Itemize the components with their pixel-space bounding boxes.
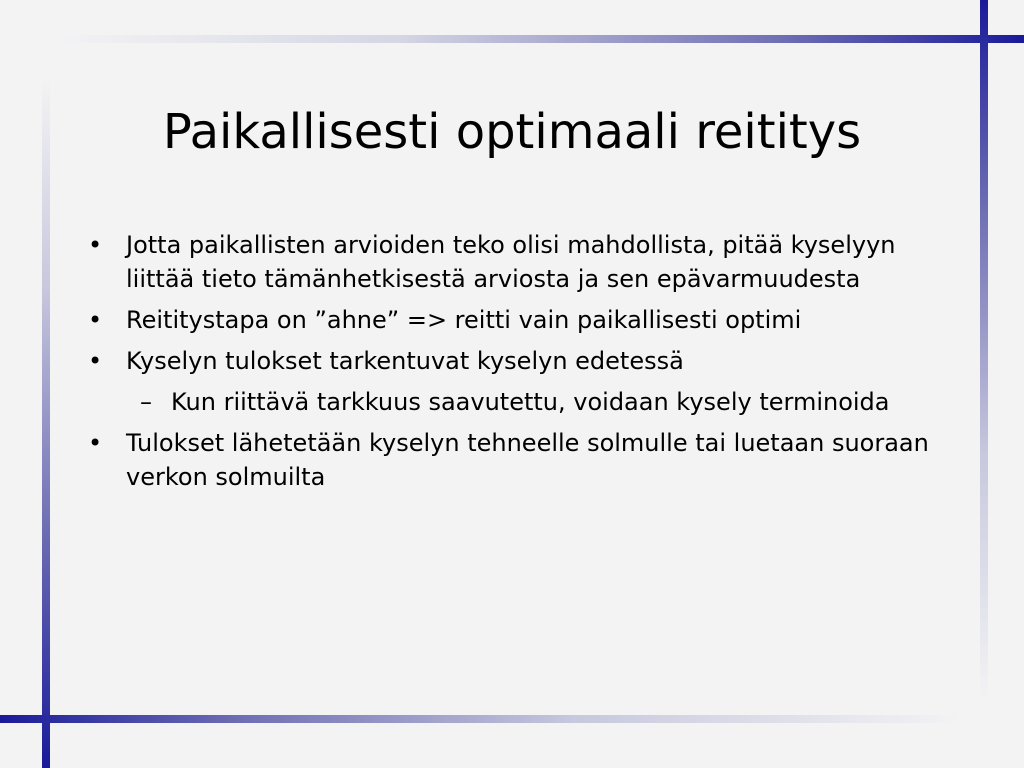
decorative-bar-left	[42, 80, 50, 768]
decorative-bar-top	[60, 35, 1024, 43]
bullet-marker: •	[88, 231, 103, 259]
bullet-marker: •	[88, 306, 103, 334]
bullet-item	[86, 303, 956, 337]
bullet-item	[86, 426, 956, 494]
slide-title: Paikallisesti optimaali reititys	[162, 104, 862, 160]
sub-bullet-text: Kun riittävä tarkkuus saavutettu, voidaan kysely terminoida	[171, 388, 890, 416]
bullet-text: Reititystapa on ”ahne” => reitti vain paikallisesti optimi	[126, 306, 802, 334]
bullet-item	[86, 228, 956, 296]
bullet-marker: •	[88, 347, 103, 375]
decorative-bar-bottom	[0, 715, 960, 723]
sub-bullet-marker: –	[140, 388, 152, 416]
bullet-text: Kyselyn tulokset tarkentuvat kyselyn edetessä	[126, 347, 684, 375]
bullet-text: Tulokset lähetetään kyselyn tehneelle solmulle tai luetaan suoraan verkon solmuilta	[126, 429, 929, 491]
bullet-text: Jotta paikallisten arvioiden teko olisi mahdollista, pitää kyselyyn liittää tieto tämänhetkisestä arviosta ja sen epävarmuudesta	[126, 231, 896, 293]
bullet-item	[86, 344, 956, 378]
bullet-list	[86, 228, 956, 501]
sub-bullet-item	[86, 385, 956, 419]
bullet-marker: •	[88, 429, 103, 457]
decorative-bar-right	[980, 0, 988, 700]
